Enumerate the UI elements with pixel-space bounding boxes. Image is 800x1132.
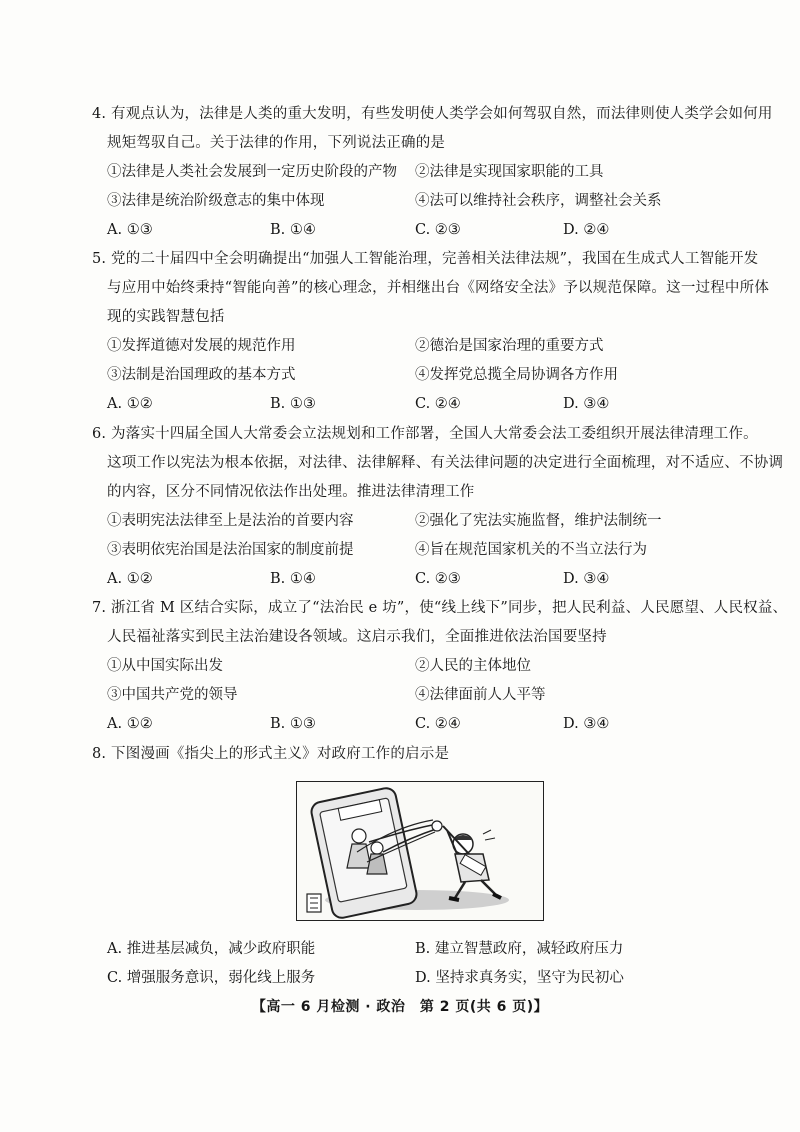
q6-stem-line-2: 这项工作以宪法为根本依据，对法律、法律解释、有关法律问题的决定进行全面梳理，对不适应、不协调 (107, 455, 784, 471)
cartoon-drawing (297, 782, 543, 920)
q7-statement-1: ①从中国实际出发 (107, 658, 223, 674)
q6-statement-1: ①表明宪法法律至上是法治的首要内容 (107, 513, 354, 529)
q8-choice-d: D. 坚持求真务实，坚守为民初心 (415, 970, 624, 986)
q5-statement-2: ②德治是国家治理的重要方式 (415, 338, 604, 354)
q8-choice-b: B. 建立智慧政府，减轻政府压力 (415, 941, 624, 957)
q5-statement-4: ④发挥党总揽全局协调各方作用 (415, 367, 618, 383)
q7-choice-d: D. ③④ (563, 716, 610, 732)
q8-stem: 8. 下图漫画《指尖上的形式主义》对政府工作的启示是 (92, 746, 450, 762)
q7-choice-c: C. ②④ (415, 716, 461, 732)
q4-choice-d: D. ②④ (563, 222, 610, 238)
q6-choice-a: A. ①② (107, 571, 153, 587)
q7-statement-3: ③中国共产党的领导 (107, 687, 238, 703)
q5-choice-b: B. ①③ (270, 396, 316, 412)
q4-choice-c: C. ②③ (415, 222, 461, 238)
q8-choice-a: A. 推进基层减负，减少政府职能 (107, 941, 316, 957)
q5-stem-line-1: 5. 党的二十届四中全会明确提出“加强人工智能治理，完善相关法律法规”，我国在生成式人工智能开发 (92, 251, 759, 267)
q5-statement-3: ③法制是治国理政的基本方式 (107, 367, 296, 383)
q5-choice-c: C. ②④ (415, 396, 461, 412)
q6-choice-b: B. ①④ (270, 571, 316, 587)
q4-stem-line-1: 4. 有观点认为，法律是人类的重大发明，有些发明使人类学会如何驾驭自然，而法律则使人类学会如何用 (92, 106, 773, 122)
q6-stem-line-3: 的内容，区分不同情况依法作出处理。推进法律清理工作 (107, 484, 475, 500)
cartoon-image (296, 781, 544, 921)
q4-statement-2: ②法律是实现国家职能的工具 (415, 164, 604, 180)
q6-choice-c: C. ②③ (415, 571, 461, 587)
q5-choice-a: A. ①② (107, 396, 153, 412)
q4-choice-b: B. ①④ (270, 222, 316, 238)
q6-statement-4: ④旨在规范国家机关的不当立法行为 (415, 542, 647, 558)
q4-statement-1: ①法律是人类社会发展到一定历史阶段的产物 (107, 164, 397, 180)
q4-stem-line-2: 规矩驾驭自己。关于法律的作用，下列说法正确的是 (107, 135, 446, 151)
q4-choice-a: A. ①③ (107, 222, 153, 238)
q7-stem-line-1: 7. 浙江省 M 区结合实际，成立了“法治民 e 坊”，使“线上线下”同步，把人民利益、人民愿望、人民权益、 (92, 600, 788, 616)
q7-choice-b: B. ①③ (270, 716, 316, 732)
q5-stem-line-2: 与应用中始终秉持“智能向善”的核心理念，并相继出台《网络安全法》予以规范保障。这一过程中所体 (107, 280, 770, 296)
q4-statement-3: ③法律是统治阶级意志的集中体现 (107, 193, 325, 209)
q4-statement-4: ④法可以维持社会秩序，调整社会关系 (415, 193, 662, 209)
q5-statement-1: ①发挥道德对发展的规范作用 (107, 338, 296, 354)
page-footer: 【高一 6 月检测 · 政治 第 2 页(共 6 页)】 (251, 999, 549, 1015)
q8-choice-c: C. 增强服务意识，弱化线上服务 (107, 970, 316, 986)
q6-stem-line-1: 6. 为落实十四届全国人大常委会立法规划和工作部署，全国人大常委会法工委组织开展法律清理工作。 (92, 426, 758, 442)
q5-stem-line-3: 现的实践智慧包括 (107, 309, 225, 325)
q7-statement-4: ④法律面前人人平等 (415, 687, 546, 703)
q6-choice-d: D. ③④ (563, 571, 610, 587)
q7-choice-a: A. ①② (107, 716, 153, 732)
q7-statement-2: ②人民的主体地位 (415, 658, 531, 674)
q5-choice-d: D. ③④ (563, 396, 610, 412)
q6-statement-2: ②强化了宪法实施监督，维护法制统一 (415, 513, 662, 529)
q6-statement-3: ③表明依宪治国是法治国家的制度前提 (107, 542, 354, 558)
q7-stem-line-2: 人民福祉落实到民主法治建设各领域。这启示我们，全面推进依法治国要坚持 (107, 629, 607, 645)
